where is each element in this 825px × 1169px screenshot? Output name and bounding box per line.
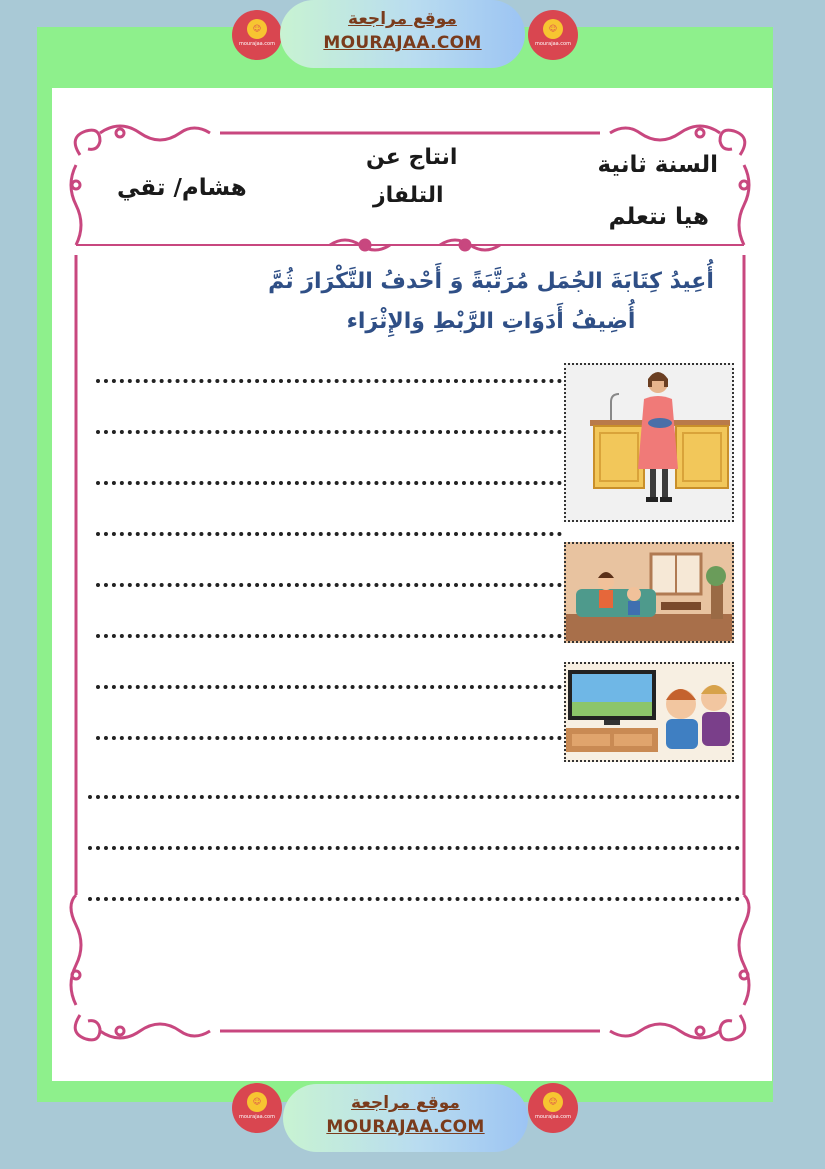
children-living-room-illustration xyxy=(564,542,734,643)
site-badge-bottom[interactable] xyxy=(283,1084,528,1152)
writing-line[interactable] xyxy=(88,846,740,850)
instruction-line2: أُضِيفُ أَدَوَاتِ الرَّبْطِ وَالإِثْرَاء xyxy=(346,309,636,334)
writing-line[interactable] xyxy=(96,634,562,638)
worksheet-title-line2: التلفاز xyxy=(373,183,444,208)
site-badge-top[interactable] xyxy=(280,0,525,68)
site-url[interactable]: MOURAJAA.COM xyxy=(326,1117,485,1137)
site-logo-icon[interactable]: ☺ mourajaa.com xyxy=(528,10,578,60)
site-name-arabic[interactable]: موقع مراجعة xyxy=(348,9,457,29)
writing-line[interactable] xyxy=(96,379,562,383)
site-logo-icon[interactable]: ☺ mourajaa.com xyxy=(528,1083,578,1133)
writing-line[interactable] xyxy=(96,430,562,434)
kids-watching-tv-illustration xyxy=(564,662,734,762)
site-url[interactable]: MOURAJAA.COM xyxy=(323,33,482,53)
writing-line[interactable] xyxy=(96,481,562,485)
author-name: هشام/ تقي xyxy=(117,175,247,201)
class-level: السنة ثانية xyxy=(597,152,718,178)
writing-line[interactable] xyxy=(96,736,562,740)
subtitle: هيا نتعلم xyxy=(608,204,709,230)
writing-line[interactable] xyxy=(88,897,740,901)
writing-line[interactable] xyxy=(96,532,562,536)
instruction-line1: أُعِيدُ كِتَابَةَ الجُمَل مُرَتَّبَةً وَ أَحْدفُ التَّكْرَارَ ثُمَّ xyxy=(268,269,714,294)
site-name-arabic[interactable]: موقع مراجعة xyxy=(351,1093,460,1113)
site-logo-icon[interactable]: ☺ mourajaa.com xyxy=(232,1083,282,1133)
worksheet-title-line1: انتاج عن xyxy=(366,145,458,170)
writing-line[interactable] xyxy=(96,583,562,587)
exercise-instruction xyxy=(258,262,724,342)
site-logo-icon[interactable]: ☺ mourajaa.com xyxy=(232,10,282,60)
woman-kitchen-illustration xyxy=(564,363,734,522)
writing-line[interactable] xyxy=(96,685,562,689)
writing-line[interactable] xyxy=(88,795,740,799)
